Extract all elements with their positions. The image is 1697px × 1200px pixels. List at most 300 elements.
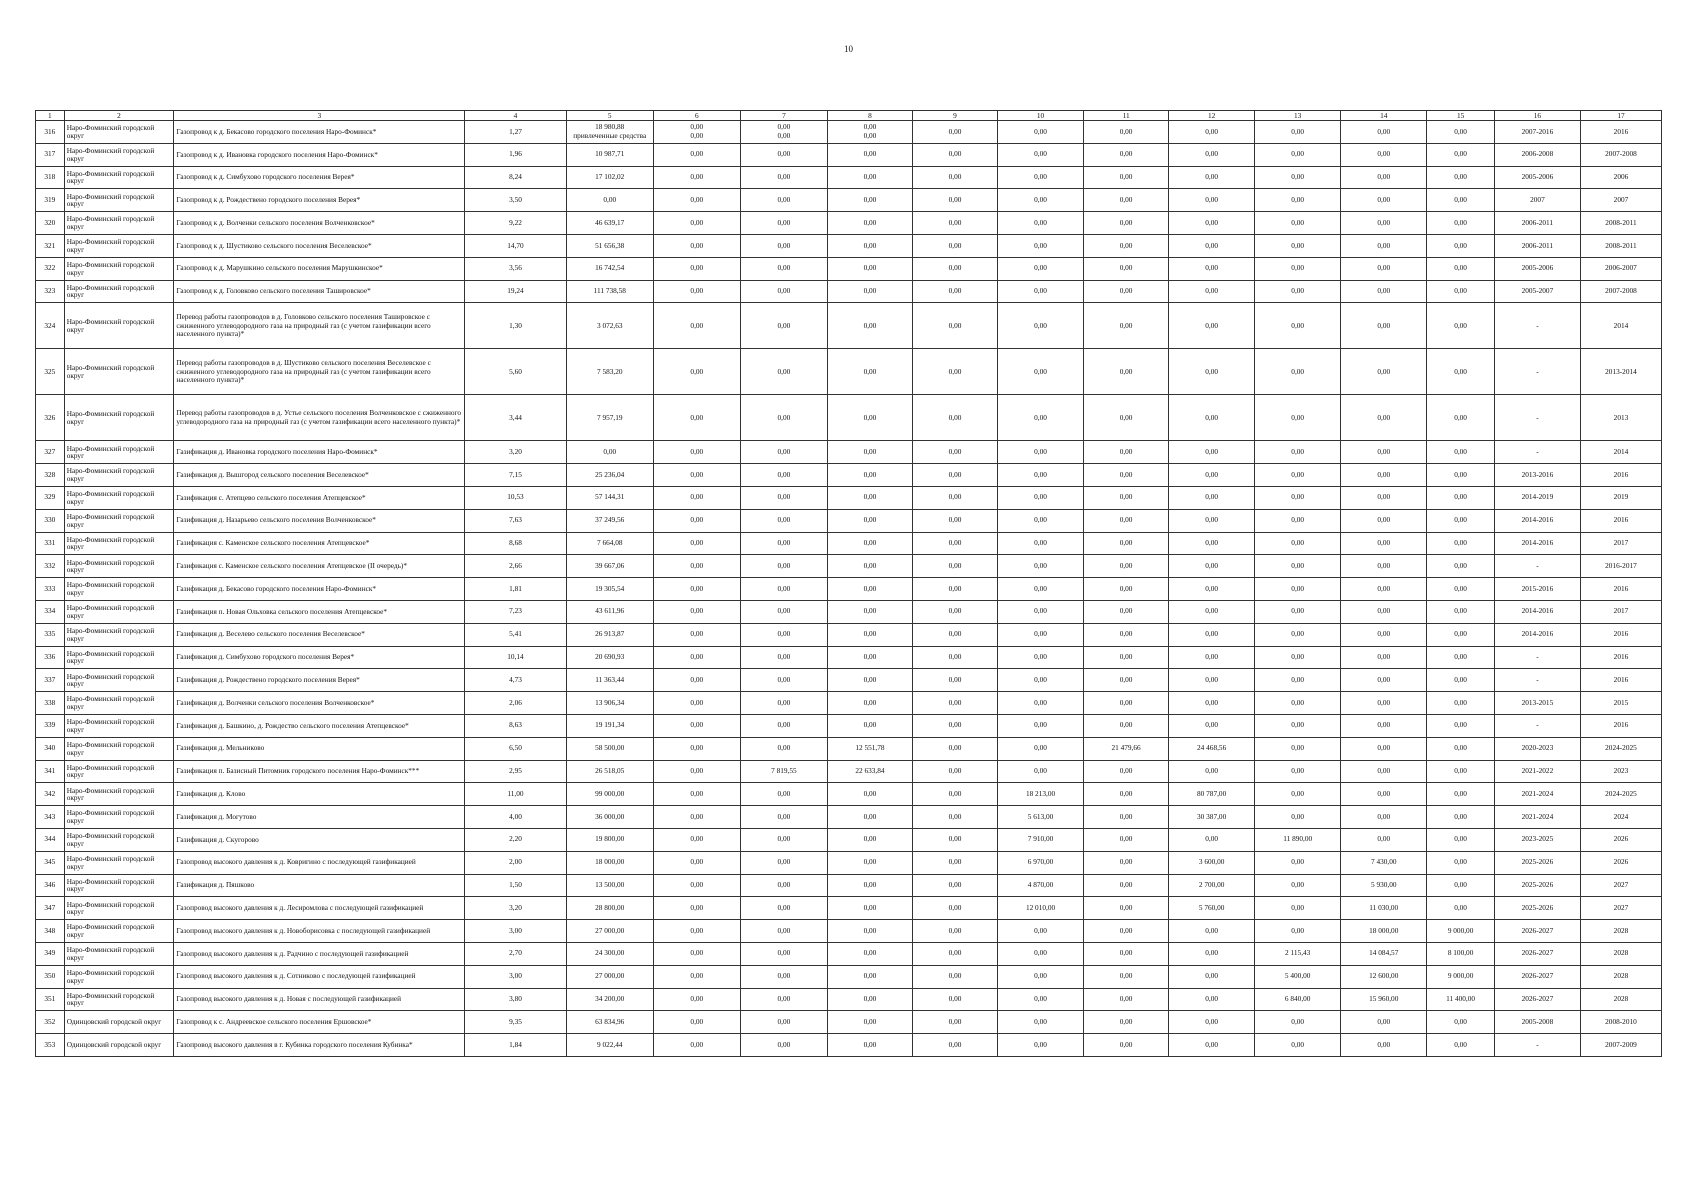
value-cell-col-5: 34 200,00 bbox=[566, 988, 653, 1011]
value-cell-col-13: 0,00 bbox=[1255, 464, 1341, 487]
column-header-11: 11 bbox=[1084, 111, 1169, 121]
value-cell-col-10: 0,00 bbox=[998, 257, 1084, 280]
owner-cell: Наро-Фоминский городской округ bbox=[64, 806, 174, 829]
value-cell-col-15: 0,00 bbox=[1427, 234, 1495, 257]
value-cell-col-11: 0,00 bbox=[1084, 349, 1169, 395]
owner-cell: Наро-Фоминский городской округ bbox=[64, 303, 174, 349]
value-cell-col-11: 0,00 bbox=[1084, 897, 1169, 920]
value-cell-col-13: 0,00 bbox=[1255, 234, 1341, 257]
design-period-cell: 2014-2016 bbox=[1494, 623, 1580, 646]
table-row bbox=[36, 965, 1662, 988]
value-cell-col-14: 0,00 bbox=[1341, 692, 1427, 715]
value-cell-col-8: 12 551,78 bbox=[827, 737, 912, 760]
value-cell-col-9: 0,00 bbox=[912, 1011, 997, 1034]
length-cell: 19,24 bbox=[465, 280, 566, 303]
construction-period-cell: 2016 bbox=[1580, 464, 1661, 487]
object-name-cell: Газопровод к д. Головково сельского поселения Ташировское* bbox=[174, 280, 465, 303]
table-row bbox=[36, 669, 1662, 692]
row-number-cell: 340 bbox=[36, 737, 65, 760]
length-cell: 1,27 bbox=[465, 121, 566, 144]
value-cell-col-12: 0,00 bbox=[1169, 532, 1255, 555]
value-cell-col-14: 0,00 bbox=[1341, 234, 1427, 257]
value-cell-col-5: 36 000,00 bbox=[566, 806, 653, 829]
construction-period-cell: 2024 bbox=[1580, 806, 1661, 829]
value-cell-col-5: 37 249,56 bbox=[566, 509, 653, 532]
value-cell-col-14: 0,00 bbox=[1341, 828, 1427, 851]
row-number-cell: 328 bbox=[36, 464, 65, 487]
value-cell-col-10: 0,00 bbox=[998, 234, 1084, 257]
stacked-value: 0,00 bbox=[863, 130, 877, 140]
value-cell-col-5: 27 000,00 bbox=[566, 920, 653, 943]
value-cell-col-6: 0,00 bbox=[653, 783, 740, 806]
value-cell-col-7: 0,00 bbox=[740, 486, 827, 509]
value-cell-col-10: 0,00 bbox=[998, 737, 1084, 760]
value-cell-col-8: 0,00 bbox=[827, 257, 912, 280]
value-cell-col-14: 0,00 bbox=[1341, 509, 1427, 532]
value-cell-col-7: 0,00 bbox=[740, 1034, 827, 1057]
value-cell-col-8 bbox=[827, 121, 912, 144]
value-cell-col-15: 0,00 bbox=[1427, 646, 1495, 669]
table-row bbox=[36, 874, 1662, 897]
value-cell-col-12: 0,00 bbox=[1169, 509, 1255, 532]
value-cell-col-5: 9 022,44 bbox=[566, 1034, 653, 1057]
value-cell-col-10: 6 970,00 bbox=[998, 851, 1084, 874]
value-cell-col-9: 0,00 bbox=[912, 828, 997, 851]
value-cell-col-8: 0,00 bbox=[827, 714, 912, 737]
value-cell-col-6: 0,00 bbox=[653, 600, 740, 623]
value-cell-col-12: 2 700,00 bbox=[1169, 874, 1255, 897]
value-cell-col-10: 0,00 bbox=[998, 464, 1084, 487]
design-period-cell: 2026-2027 bbox=[1494, 942, 1580, 965]
length-cell: 3,20 bbox=[465, 897, 566, 920]
value-cell-col-6: 0,00 bbox=[653, 714, 740, 737]
value-cell-col-7 bbox=[740, 121, 827, 144]
length-cell: 3,44 bbox=[465, 395, 566, 441]
construction-period-cell: 2007-2009 bbox=[1580, 1034, 1661, 1057]
value-cell-col-14: 0,00 bbox=[1341, 212, 1427, 235]
owner-cell: Наро-Фоминский городской округ bbox=[64, 920, 174, 943]
value-cell-col-14: 0,00 bbox=[1341, 532, 1427, 555]
row-number-cell: 336 bbox=[36, 646, 65, 669]
value-cell-col-5: 16 742,54 bbox=[566, 257, 653, 280]
owner-cell: Наро-Фоминский городской округ bbox=[64, 669, 174, 692]
length-cell: 5,41 bbox=[465, 623, 566, 646]
value-cell-col-7: 0,00 bbox=[740, 509, 827, 532]
value-cell-col-12: 0,00 bbox=[1169, 988, 1255, 1011]
object-name-cell: Газификация д. Вышгород сельского поселения Веселевское* bbox=[174, 464, 465, 487]
table-row bbox=[36, 578, 1662, 601]
owner-cell: Наро-Фоминский городской округ bbox=[64, 464, 174, 487]
value-cell-col-11: 0,00 bbox=[1084, 509, 1169, 532]
value-cell-col-15: 0,00 bbox=[1427, 737, 1495, 760]
value-cell-col-8: 0,00 bbox=[827, 806, 912, 829]
data-table bbox=[35, 110, 1662, 1057]
table-row bbox=[36, 1034, 1662, 1057]
design-period-cell: 2014-2019 bbox=[1494, 486, 1580, 509]
value-cell-col-12: 0,00 bbox=[1169, 692, 1255, 715]
construction-period-cell: 2028 bbox=[1580, 965, 1661, 988]
value-cell-col-15: 0,00 bbox=[1427, 851, 1495, 874]
design-period-cell: 2007-2016 bbox=[1494, 121, 1580, 144]
design-period-cell: 2020-2023 bbox=[1494, 737, 1580, 760]
length-cell: 4,73 bbox=[465, 669, 566, 692]
value-cell-col-12: 5 760,00 bbox=[1169, 897, 1255, 920]
column-header-7: 7 bbox=[740, 111, 827, 121]
value-cell-col-12: 0,00 bbox=[1169, 166, 1255, 189]
value-cell-col-13: 0,00 bbox=[1255, 669, 1341, 692]
construction-period-cell: 2024-2025 bbox=[1580, 737, 1661, 760]
construction-period-cell: 2016 bbox=[1580, 646, 1661, 669]
value-cell-col-13: 0,00 bbox=[1255, 555, 1341, 578]
table-row bbox=[36, 189, 1662, 212]
value-cell-col-5: 7 583,20 bbox=[566, 349, 653, 395]
value-cell-col-11: 0,00 bbox=[1084, 143, 1169, 166]
row-number-cell: 324 bbox=[36, 303, 65, 349]
table-row bbox=[36, 692, 1662, 715]
row-number-cell: 318 bbox=[36, 166, 65, 189]
object-name-cell: Газопровод высокого давления в г. Кубинка городского поселения Кубинка* bbox=[174, 1034, 465, 1057]
row-number-cell: 319 bbox=[36, 189, 65, 212]
value-cell-col-7: 0,00 bbox=[740, 988, 827, 1011]
value-cell-col-7: 0,00 bbox=[740, 897, 827, 920]
construction-period-cell: 2014 bbox=[1580, 303, 1661, 349]
value-cell-col-8: 0,00 bbox=[827, 942, 912, 965]
value-cell-col-14: 0,00 bbox=[1341, 166, 1427, 189]
value-cell-col-7: 0,00 bbox=[740, 464, 827, 487]
value-cell-col-14: 0,00 bbox=[1341, 578, 1427, 601]
value-cell-col-9: 0,00 bbox=[912, 988, 997, 1011]
value-cell-col-8: 0,00 bbox=[827, 578, 912, 601]
value-cell-col-8: 22 633,84 bbox=[827, 760, 912, 783]
value-cell-col-15: 0,00 bbox=[1427, 623, 1495, 646]
value-cell-col-5: 99 000,00 bbox=[566, 783, 653, 806]
table-row bbox=[36, 486, 1662, 509]
construction-period-cell: 2019 bbox=[1580, 486, 1661, 509]
construction-period-cell: 2027 bbox=[1580, 874, 1661, 897]
value-cell-col-14: 15 960,00 bbox=[1341, 988, 1427, 1011]
column-header-1: 1 bbox=[36, 111, 65, 121]
construction-period-cell: 2028 bbox=[1580, 988, 1661, 1011]
design-period-cell: 2005-2008 bbox=[1494, 1011, 1580, 1034]
construction-period-cell: 2013 bbox=[1580, 395, 1661, 441]
value-cell-col-8: 0,00 bbox=[827, 920, 912, 943]
design-period-cell: 2021-2024 bbox=[1494, 783, 1580, 806]
value-cell-col-11: 0,00 bbox=[1084, 828, 1169, 851]
value-cell-col-15: 0,00 bbox=[1427, 441, 1495, 464]
value-cell-col-6: 0,00 bbox=[653, 623, 740, 646]
value-cell-col-10: 0,00 bbox=[998, 349, 1084, 395]
value-cell-col-13: 0,00 bbox=[1255, 486, 1341, 509]
value-cell-col-12: 0,00 bbox=[1169, 760, 1255, 783]
value-cell-col-6: 0,00 bbox=[653, 692, 740, 715]
table-row bbox=[36, 600, 1662, 623]
value-cell-col-6: 0,00 bbox=[653, 509, 740, 532]
row-number-cell: 349 bbox=[36, 942, 65, 965]
row-number-cell: 337 bbox=[36, 669, 65, 692]
value-cell-col-7: 0,00 bbox=[740, 303, 827, 349]
owner-cell: Наро-Фоминский городской округ bbox=[64, 897, 174, 920]
construction-period-cell: 2016 bbox=[1580, 714, 1661, 737]
value-cell-col-6: 0,00 bbox=[653, 349, 740, 395]
value-cell-col-8: 0,00 bbox=[827, 212, 912, 235]
value-cell-col-15: 0,00 bbox=[1427, 692, 1495, 715]
table-row bbox=[36, 464, 1662, 487]
length-cell: 8,24 bbox=[465, 166, 566, 189]
value-cell-col-14: 5 930,00 bbox=[1341, 874, 1427, 897]
column-header-13: 13 bbox=[1255, 111, 1341, 121]
object-name-cell: Газификация п. Базисный Питомник городского поселения Наро-Фоминск*** bbox=[174, 760, 465, 783]
design-period-cell: 2026-2027 bbox=[1494, 920, 1580, 943]
value-cell-col-7: 0,00 bbox=[740, 942, 827, 965]
length-cell: 2,06 bbox=[465, 692, 566, 715]
value-cell-col-7: 0,00 bbox=[740, 578, 827, 601]
value-cell-col-9: 0,00 bbox=[912, 212, 997, 235]
construction-period-cell: 2024-2025 bbox=[1580, 783, 1661, 806]
value-cell-col-6: 0,00 bbox=[653, 257, 740, 280]
value-cell-col-15: 0,00 bbox=[1427, 166, 1495, 189]
design-period-cell: - bbox=[1494, 669, 1580, 692]
value-cell-col-12: 0,00 bbox=[1169, 669, 1255, 692]
stacked-value: 0,00 bbox=[863, 122, 877, 132]
value-cell-col-8: 0,00 bbox=[827, 509, 912, 532]
value-cell-col-6: 0,00 bbox=[653, 532, 740, 555]
design-period-cell: 2025-2026 bbox=[1494, 851, 1580, 874]
value-cell-col-6: 0,00 bbox=[653, 578, 740, 601]
value-cell-col-14: 0,00 bbox=[1341, 737, 1427, 760]
column-header-6: 6 bbox=[653, 111, 740, 121]
value-cell-col-7: 0,00 bbox=[740, 920, 827, 943]
value-cell-col-10: 0,00 bbox=[998, 578, 1084, 601]
value-cell-col-8: 0,00 bbox=[827, 897, 912, 920]
value-cell-col-8: 0,00 bbox=[827, 143, 912, 166]
value-cell-col-15: 0,00 bbox=[1427, 189, 1495, 212]
value-cell-col-9: 0,00 bbox=[912, 555, 997, 578]
value-cell-col-8: 0,00 bbox=[827, 600, 912, 623]
length-cell: 3,80 bbox=[465, 988, 566, 1011]
value-cell-col-15: 0,00 bbox=[1427, 783, 1495, 806]
row-number-cell: 334 bbox=[36, 600, 65, 623]
design-period-cell: 2013-2016 bbox=[1494, 464, 1580, 487]
value-cell-col-12: 0,00 bbox=[1169, 942, 1255, 965]
value-cell-col-9: 0,00 bbox=[912, 646, 997, 669]
value-cell-col-11: 0,00 bbox=[1084, 692, 1169, 715]
table-row bbox=[36, 303, 1662, 349]
value-cell-col-13: 0,00 bbox=[1255, 737, 1341, 760]
value-cell-col-15: 0,00 bbox=[1427, 212, 1495, 235]
table-row bbox=[36, 828, 1662, 851]
design-period-cell: 2021-2024 bbox=[1494, 806, 1580, 829]
value-cell-col-7: 0,00 bbox=[740, 280, 827, 303]
value-cell-col-15: 0,00 bbox=[1427, 714, 1495, 737]
table-row bbox=[36, 714, 1662, 737]
value-cell-col-14: 0,00 bbox=[1341, 280, 1427, 303]
value-cell-col-7: 0,00 bbox=[740, 143, 827, 166]
value-cell-col-14: 0,00 bbox=[1341, 486, 1427, 509]
value-cell-col-12: 0,00 bbox=[1169, 280, 1255, 303]
object-name-cell: Газопровод к д. Бекасово городского поселения Наро-Фоминск* bbox=[174, 121, 465, 144]
column-header-17: 17 bbox=[1580, 111, 1661, 121]
length-cell: 1,50 bbox=[465, 874, 566, 897]
owner-cell: Наро-Фоминский городской округ bbox=[64, 257, 174, 280]
value-cell-col-8: 0,00 bbox=[827, 234, 912, 257]
length-cell: 9,35 bbox=[465, 1011, 566, 1034]
row-number-cell: 351 bbox=[36, 988, 65, 1011]
value-cell-col-15: 0,00 bbox=[1427, 532, 1495, 555]
value-cell-col-8: 0,00 bbox=[827, 1034, 912, 1057]
value-cell-col-10: 0,00 bbox=[998, 760, 1084, 783]
value-cell-col-10: 12 010,00 bbox=[998, 897, 1084, 920]
value-cell-col-6: 0,00 bbox=[653, 189, 740, 212]
value-cell-col-10: 0,00 bbox=[998, 714, 1084, 737]
value-cell-col-14: 0,00 bbox=[1341, 714, 1427, 737]
value-cell-col-10: 0,00 bbox=[998, 166, 1084, 189]
object-name-cell: Газопровод высокого давления к д. Ковригино с последующей газификацией bbox=[174, 851, 465, 874]
value-cell-col-11: 0,00 bbox=[1084, 669, 1169, 692]
table-row bbox=[36, 441, 1662, 464]
object-name-cell: Газификация д. Ивановка городского поселения Наро-Фоминск* bbox=[174, 441, 465, 464]
value-cell-col-9: 0,00 bbox=[912, 349, 997, 395]
value-cell-col-5: 20 690,93 bbox=[566, 646, 653, 669]
value-cell-col-7: 0,00 bbox=[740, 646, 827, 669]
construction-period-cell: 2007-2008 bbox=[1580, 280, 1661, 303]
value-cell-col-9: 0,00 bbox=[912, 737, 997, 760]
value-cell-col-11: 0,00 bbox=[1084, 121, 1169, 144]
value-cell-col-13: 0,00 bbox=[1255, 509, 1341, 532]
value-cell-col-13: 0,00 bbox=[1255, 874, 1341, 897]
value-cell-col-10: 5 613,00 bbox=[998, 806, 1084, 829]
value-cell-col-14: 0,00 bbox=[1341, 189, 1427, 212]
object-name-cell: Газификация д. Скугорово bbox=[174, 828, 465, 851]
value-cell-col-9: 0,00 bbox=[912, 920, 997, 943]
length-cell: 4,00 bbox=[465, 806, 566, 829]
value-cell-col-9: 0,00 bbox=[912, 623, 997, 646]
construction-period-cell: 2016 bbox=[1580, 578, 1661, 601]
value-cell-col-15: 0,00 bbox=[1427, 303, 1495, 349]
value-cell-col-8: 0,00 bbox=[827, 965, 912, 988]
value-cell-col-6: 0,00 bbox=[653, 874, 740, 897]
value-cell-col-15: 8 100,00 bbox=[1427, 942, 1495, 965]
value-cell-col-14: 0,00 bbox=[1341, 646, 1427, 669]
value-cell-col-9: 0,00 bbox=[912, 441, 997, 464]
value-cell-col-10: 0,00 bbox=[998, 600, 1084, 623]
value-cell-col-6: 0,00 bbox=[653, 988, 740, 1011]
design-period-cell: 2026-2027 bbox=[1494, 965, 1580, 988]
value-cell-col-6 bbox=[653, 121, 740, 144]
value-cell-col-15: 0,00 bbox=[1427, 257, 1495, 280]
value-cell-col-5: 25 236,04 bbox=[566, 464, 653, 487]
row-number-cell: 320 bbox=[36, 212, 65, 235]
value-cell-col-8: 0,00 bbox=[827, 555, 912, 578]
value-cell-col-11: 0,00 bbox=[1084, 303, 1169, 349]
construction-period-cell: 2007-2008 bbox=[1580, 143, 1661, 166]
value-cell-col-7: 0,00 bbox=[740, 692, 827, 715]
value-cell-col-12: 0,00 bbox=[1169, 920, 1255, 943]
value-cell-col-15: 0,00 bbox=[1427, 555, 1495, 578]
value-cell-col-9: 0,00 bbox=[912, 303, 997, 349]
object-name-cell: Газопровод высокого давления к д. Новая с последующей газификацией bbox=[174, 988, 465, 1011]
owner-cell: Наро-Фоминский городской округ bbox=[64, 988, 174, 1011]
value-cell-col-5: 7 664,08 bbox=[566, 532, 653, 555]
value-cell-col-8: 0,00 bbox=[827, 692, 912, 715]
object-name-cell: Газификация с. Каменское сельского поселения Атепцевское (II очередь)* bbox=[174, 555, 465, 578]
row-number-cell: 343 bbox=[36, 806, 65, 829]
length-cell: 9,22 bbox=[465, 212, 566, 235]
value-cell-col-13: 0,00 bbox=[1255, 143, 1341, 166]
row-number-cell: 323 bbox=[36, 280, 65, 303]
owner-cell: Наро-Фоминский городской округ bbox=[64, 121, 174, 144]
value-cell-col-15: 0,00 bbox=[1427, 121, 1495, 144]
value-cell-col-12: 0,00 bbox=[1169, 234, 1255, 257]
value-cell-col-10: 0,00 bbox=[998, 532, 1084, 555]
length-cell: 1,81 bbox=[465, 578, 566, 601]
object-name-cell: Газификация д. Бекасово городского поселения Наро-Фоминск* bbox=[174, 578, 465, 601]
table-row bbox=[36, 349, 1662, 395]
construction-period-cell: 2008-2011 bbox=[1580, 212, 1661, 235]
row-number-cell: 331 bbox=[36, 532, 65, 555]
value-cell-col-15: 0,00 bbox=[1427, 280, 1495, 303]
value-cell-col-15: 11 400,00 bbox=[1427, 988, 1495, 1011]
value-cell-col-11: 0,00 bbox=[1084, 555, 1169, 578]
value-cell-col-14: 0,00 bbox=[1341, 623, 1427, 646]
construction-period-cell: 2016-2017 bbox=[1580, 555, 1661, 578]
value-cell-col-10: 18 213,00 bbox=[998, 783, 1084, 806]
column-header-14: 14 bbox=[1341, 111, 1427, 121]
value-cell-col-6: 0,00 bbox=[653, 965, 740, 988]
value-cell-col-5: 13 500,00 bbox=[566, 874, 653, 897]
value-cell-col-13: 5 400,00 bbox=[1255, 965, 1341, 988]
value-cell-col-10: 0,00 bbox=[998, 486, 1084, 509]
owner-cell: Наро-Фоминский городской округ bbox=[64, 851, 174, 874]
value-cell-col-6: 0,00 bbox=[653, 737, 740, 760]
table-row bbox=[36, 212, 1662, 235]
value-cell-col-10: 0,00 bbox=[998, 1011, 1084, 1034]
column-header-4: 4 bbox=[465, 111, 566, 121]
table-row bbox=[36, 760, 1662, 783]
value-cell-col-11: 0,00 bbox=[1084, 806, 1169, 829]
row-number-cell: 339 bbox=[36, 714, 65, 737]
value-cell-col-7: 0,00 bbox=[740, 441, 827, 464]
owner-cell: Наро-Фоминский городской округ bbox=[64, 234, 174, 257]
value-cell-col-6: 0,00 bbox=[653, 441, 740, 464]
value-cell-col-7: 0,00 bbox=[740, 851, 827, 874]
value-cell-col-13: 0,00 bbox=[1255, 189, 1341, 212]
value-cell-col-5: 58 500,00 bbox=[566, 737, 653, 760]
value-cell-col-14: 0,00 bbox=[1341, 760, 1427, 783]
row-number-cell: 321 bbox=[36, 234, 65, 257]
value-cell-col-15: 0,00 bbox=[1427, 1034, 1495, 1057]
column-header-9: 9 bbox=[912, 111, 997, 121]
value-cell-col-7: 0,00 bbox=[740, 1011, 827, 1034]
value-cell-col-13: 0,00 bbox=[1255, 121, 1341, 144]
value-cell-col-5: 51 656,38 bbox=[566, 234, 653, 257]
value-cell-col-12: 0,00 bbox=[1169, 1011, 1255, 1034]
length-cell: 10,14 bbox=[465, 646, 566, 669]
design-period-cell: - bbox=[1494, 555, 1580, 578]
value-cell-col-5: 18 000,00 bbox=[566, 851, 653, 874]
length-cell: 3,00 bbox=[465, 920, 566, 943]
owner-cell: Наро-Фоминский городской округ bbox=[64, 280, 174, 303]
length-cell: 2,70 bbox=[465, 942, 566, 965]
design-period-cell: 2014-2016 bbox=[1494, 532, 1580, 555]
value-cell-col-9: 0,00 bbox=[912, 532, 997, 555]
row-number-cell: 335 bbox=[36, 623, 65, 646]
owner-cell: Наро-Фоминский городской округ bbox=[64, 532, 174, 555]
value-cell-col-10: 0,00 bbox=[998, 212, 1084, 235]
row-number-cell: 333 bbox=[36, 578, 65, 601]
design-period-cell: 2013-2015 bbox=[1494, 692, 1580, 715]
object-name-cell: Газификация с. Каменское сельского поселения Атепцевское* bbox=[174, 532, 465, 555]
column-header-15: 15 bbox=[1427, 111, 1495, 121]
